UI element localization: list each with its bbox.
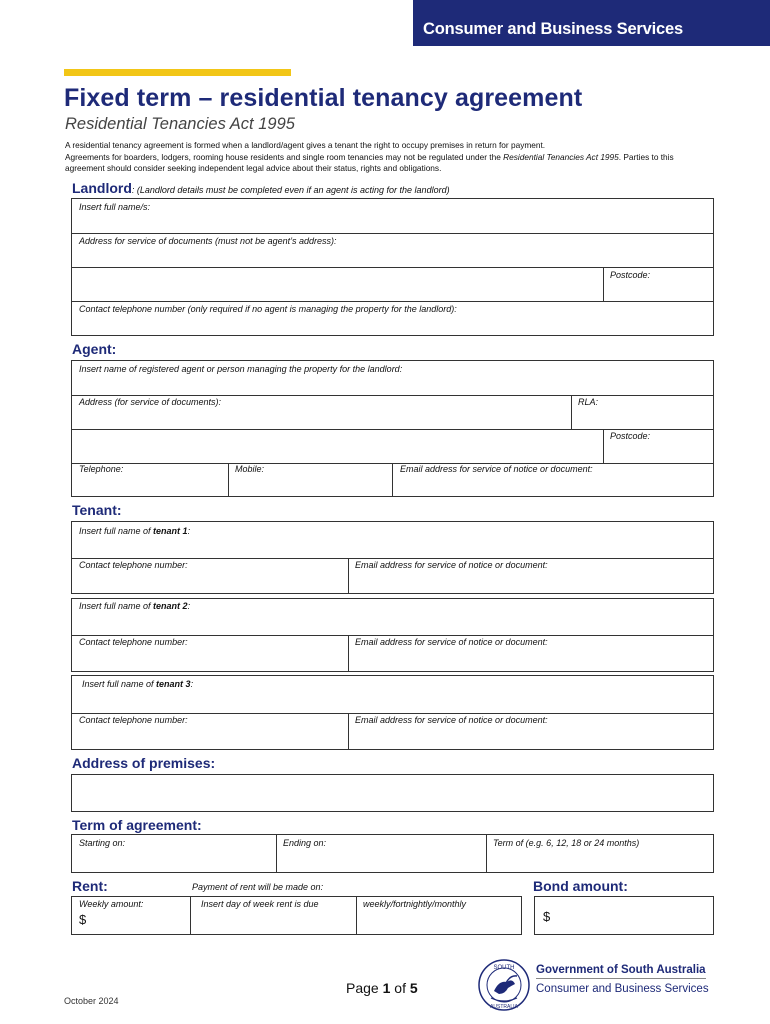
tenant-1-name-field[interactable]: Insert full name of tenant 1: [79,526,191,536]
tenant-3-phone-field[interactable]: Contact telephone number: [79,715,188,725]
intro-act-name: Residential Tenancies Act 1995 [503,151,619,162]
intro-line-1: A residential tenancy agreement is formed when a landlord/agent gives a tenant the right to occupy premises in return for payment. [65,140,546,150]
agent-address-field[interactable]: Address (for service of documents): [79,397,222,407]
page-subtitle: Residential Tenancies Act 1995 [65,115,295,133]
page-title: Fixed term – residential tenancy agreement [64,84,583,112]
agent-email-field[interactable]: Email address for service of notice or document: [400,464,593,474]
landlord-name-field[interactable]: Insert full name/s: [79,202,151,212]
divider [72,267,713,268]
bond-currency: $ [543,909,551,924]
divider [348,558,349,594]
divider [348,635,349,672]
tenant-2-label: tenant 2 [153,601,188,611]
bond-heading: Bond amount: [533,878,628,894]
tenant-1-label: tenant 1 [153,526,188,536]
agent-postcode-field[interactable]: Postcode: [610,431,651,441]
landlord-form [71,198,714,336]
page-total: 5 [409,980,418,996]
term-length-field[interactable]: Term of (e.g. 6, 12, 18 or 24 months) [493,838,640,848]
divider [72,233,713,234]
agent-name-field[interactable]: Insert name of registered agent or person managing the property for the landlord: [79,364,403,374]
divider [72,713,713,714]
agent-telephone-field[interactable]: Telephone: [79,464,124,474]
divider [228,463,229,497]
revision-date: October 2024 [64,996,119,1006]
intro-line-2-start: Agreements for boarders, lodgers, rooming house residents and single room tenancies may not be regulated under the [65,151,504,162]
tenant-2-name-field[interactable]: Insert full name of tenant 2: [79,601,191,611]
divider [486,835,487,872]
divider [356,897,357,934]
term-end-field[interactable]: Ending on: [283,838,327,848]
tenant-name-prefix: Insert full name of [79,601,154,611]
term-start-field[interactable]: Starting on: [79,838,126,848]
tenant-1-phone-field[interactable]: Contact telephone number: [79,560,188,570]
landlord-postcode-field[interactable]: Postcode: [610,270,651,280]
brand-name: Consumer and Business Services [423,20,683,38]
divider [571,395,572,429]
divider [603,267,604,301]
rent-heading: Rent: [72,878,108,894]
tenant-3-form [71,675,714,750]
rent-frequency-field[interactable]: weekly/fortnightly/monthly [363,899,467,909]
divider [603,429,604,463]
tenant-name-prefix: Insert full name of [79,526,154,536]
landlord-note: : (Landlord details must be completed even if an agent is acting for the landlord) [131,185,450,195]
bond-amount-field[interactable] [534,896,714,935]
term-form [71,834,714,873]
page-prefix: Page [346,980,383,996]
divider [276,835,277,872]
agent-mobile-field[interactable]: Mobile: [235,464,265,474]
landlord-heading: Landlord [72,180,132,196]
divider [72,301,713,302]
divider [348,713,349,750]
intro-text [65,140,705,175]
page-current: 1 [382,980,391,996]
tenant-name-prefix: Insert full name of [82,679,157,689]
tenant-1-form [71,521,714,594]
agent-form [71,360,714,497]
tenant-2-email-field[interactable]: Email address for service of notice or document: [355,637,548,647]
rent-day-field[interactable]: Insert day of week rent is due [201,899,319,909]
divider [72,395,713,396]
sa-government-seal-icon [477,958,531,1012]
tenant-1-email-field[interactable]: Email address for service of notice or document: [355,560,548,570]
rent-payment-note: Payment of rent will be made on: [192,882,324,892]
rent-weekly-field[interactable]: Weekly amount: [79,899,144,909]
tenant-3-label: tenant 3 [156,679,191,689]
tenant-2-phone-field[interactable]: Contact telephone number: [79,637,188,647]
premises-address-field[interactable] [71,774,714,812]
divider [72,558,713,559]
agent-heading: Agent: [72,341,117,357]
term-heading: Term of agreement: [72,817,202,833]
rent-form [71,896,522,935]
divider [392,463,393,497]
premises-heading: Address of premises: [72,755,216,771]
gov-name: Government of South Australia [536,964,706,976]
accent-bar [64,69,291,76]
page-of: of [390,980,410,996]
landlord-heading-row [72,180,450,198]
landlord-phone-field[interactable]: Contact telephone number (only required if no agent is managing the property for the landlord): [79,304,457,314]
divider [72,429,713,430]
agent-rla-field[interactable]: RLA: [578,397,599,407]
page-number [346,980,418,996]
gov-divider [536,978,706,979]
divider [72,635,713,636]
tenant-3-name-field[interactable]: Insert full name of tenant 3: [82,679,194,689]
tenant-heading: Tenant: [72,502,122,518]
gov-department: Consumer and Business Services [536,983,709,995]
header-banner [413,0,770,46]
rent-currency: $ [79,912,87,927]
divider [190,897,191,934]
landlord-address-field[interactable]: Address for service of documents (must not be agent’s address): [79,236,337,246]
seal-text: SOUTH [493,965,515,971]
tenant-2-form [71,598,714,672]
intro-line-2-end: . Parties to this agreement should consider seeking independent legal advice about their status, rights and obligations. [65,151,674,173]
tenant-3-email-field[interactable]: Email address for service of notice or document: [355,715,548,725]
seal-text-lower: AUSTRALIA [490,1004,518,1010]
